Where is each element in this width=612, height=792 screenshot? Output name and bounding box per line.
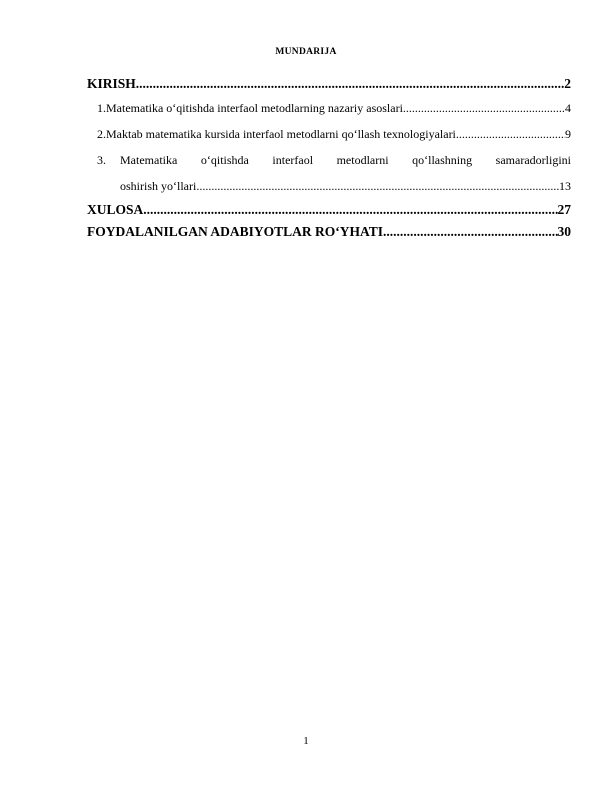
toc-leader-dots: [143, 199, 557, 221]
toc-entry-intro[interactable]: [87, 73, 571, 95]
toc-entry-number: 1.: [97, 101, 106, 115]
toc-entry-3[interactable]: [87, 147, 571, 173]
toc-entry-label: Matematika o‘qitishda interfaol metodlarning nazariy asoslari: [106, 101, 403, 115]
toc-leader-dots: [383, 221, 557, 243]
toc-entry-1[interactable]: [87, 95, 571, 121]
toc-entry-page: 30: [557, 224, 571, 239]
toc-leader-dots: [196, 173, 559, 199]
toc-leader-dots: [403, 95, 565, 121]
page-title: MUNDARIJA: [275, 47, 337, 57]
toc-entry-page: 2: [564, 76, 571, 91]
toc-entry-page: 27: [557, 202, 571, 217]
toc-entry-label: FOYDALANILGAN ADABIYOTLAR RO‘YHATI: [87, 224, 384, 239]
page-number: 1: [303, 735, 309, 747]
toc-entry-label-line2: oshirish yo‘llari: [120, 179, 197, 193]
toc-entry-2[interactable]: [87, 121, 571, 147]
toc-entry-number: 3.: [97, 153, 106, 167]
toc-entry-conclusion[interactable]: [87, 199, 571, 221]
toc-leader-dots: [136, 73, 564, 95]
toc-leader-dots: [456, 121, 565, 147]
toc-entry-page: 13: [559, 179, 571, 193]
toc-entry-label: Maktab matematika kursida interfaol metodlarni qo‘llash texnologiyalari: [106, 127, 456, 141]
toc-entry-page: 9: [565, 127, 571, 141]
toc-entry-label: KIRISH: [87, 76, 136, 91]
toc-entry-label: XULOSA: [87, 202, 144, 217]
toc-entry-references[interactable]: [87, 221, 571, 243]
toc-entry-label-line1: Matematika o‘qitishda interfaol metodlarni qo‘llashning samaradorligini: [120, 153, 571, 167]
toc-entry-number: 2.: [97, 127, 106, 141]
table-of-contents: [87, 73, 571, 243]
toc-entry-3-continuation[interactable]: [87, 173, 571, 199]
toc-entry-page: 4: [565, 101, 571, 115]
